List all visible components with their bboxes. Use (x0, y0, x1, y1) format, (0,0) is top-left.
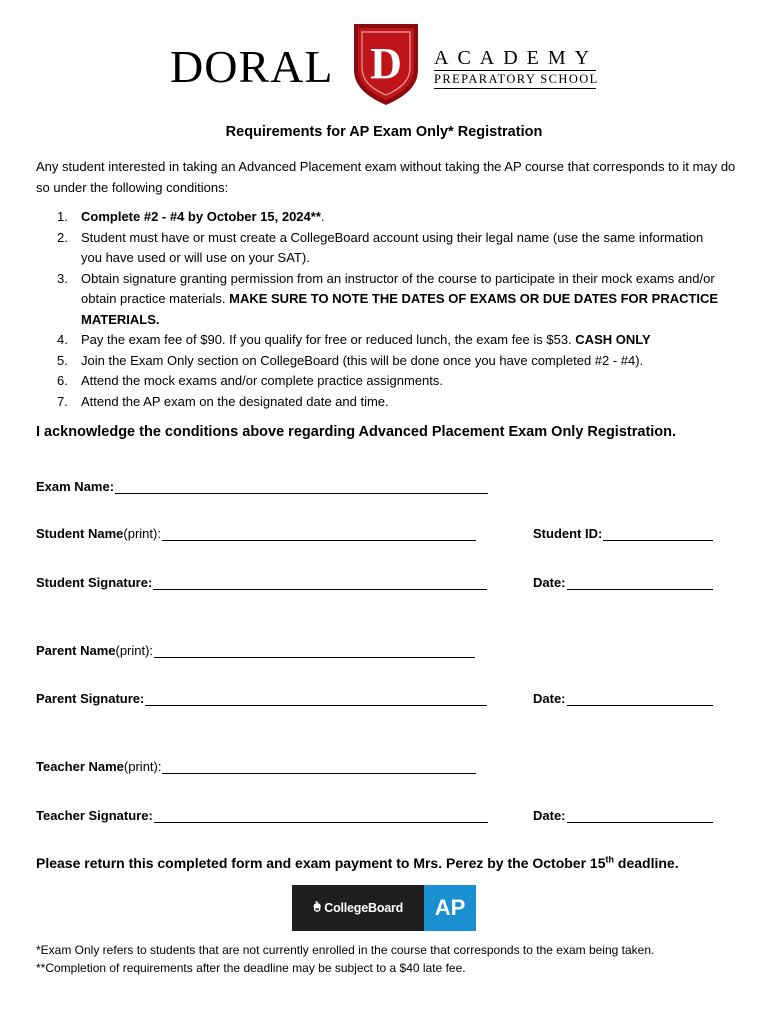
teacher-signature-line[interactable] (154, 808, 488, 823)
parent-name-line[interactable] (154, 643, 475, 658)
date-label: Date: (533, 808, 566, 823)
return-notice-tail: deadline. (614, 855, 679, 871)
student-name-label: Student Name (36, 526, 124, 541)
student-name-line[interactable] (162, 526, 476, 541)
logo-subtitle: PREPARATORY SCHOOL (434, 72, 599, 86)
list-number: 5. (57, 352, 68, 368)
print-suffix: (print): (123, 526, 161, 541)
intro-paragraph: Any student interested in taking an Advanced Placement exam without taking the AP course that corresponds to it may do so under the following conditions: (36, 159, 736, 195)
footnote-exam-only: *Exam Only refers to students that are not currently enrolled in the course that corresponds to the exam being taken. (36, 943, 655, 957)
condition-tail: . (155, 311, 160, 327)
list-item (36, 330, 726, 351)
ap-text: AP (434, 895, 466, 920)
return-notice (36, 855, 756, 871)
parent-name-field[interactable] (36, 643, 475, 658)
date-label: Date: (533, 691, 566, 706)
condition-bold-text: MAKE SURE TO NOTE THE DATES OF EXAMS OR DUE DATES FOR PRACTICE MATERIALS (81, 291, 719, 327)
teacher-date-line[interactable] (567, 808, 713, 823)
condition-text: . (320, 209, 325, 224)
return-notice-text: Please return this completed form and exam payment to Mrs. Perez by the October 15 (36, 855, 606, 871)
condition-bold-text: Complete #2 - #4 by October 15, 2024** (81, 209, 321, 224)
student-id-label: Student ID: (533, 526, 603, 541)
student-signature-label: Student Signature: (36, 575, 153, 590)
collegeboard-panel (292, 885, 424, 931)
parent-signature-label: Parent Signature: (36, 691, 145, 706)
school-logo (170, 22, 610, 108)
list-item (36, 228, 726, 269)
exam-name-line[interactable] (115, 479, 488, 494)
footnote-late-fee: **Completion of requirements after the deadline may be subject to a $40 late fee. (36, 961, 466, 975)
list-item (36, 207, 726, 228)
exam-name-field[interactable] (36, 479, 488, 494)
teacher-name-line[interactable] (162, 759, 476, 774)
logo-divider (434, 88, 596, 89)
collegeboard-ap-logo (292, 885, 476, 931)
acorn-icon: 🌰︎ (312, 899, 322, 915)
logo-academy-text: ACADEMY (434, 47, 599, 69)
print-suffix: (print): (115, 643, 154, 658)
ap-panel (424, 885, 476, 931)
shield-letter: D (370, 39, 402, 88)
shield-icon (352, 22, 420, 106)
list-number: 4. (57, 332, 68, 347)
parent-date-line[interactable] (567, 691, 713, 706)
teacher-signature-field[interactable] (36, 808, 488, 823)
list-item (36, 351, 726, 372)
list-number: 6. (57, 373, 68, 388)
exam-name-label: Exam Name: (36, 479, 115, 494)
condition-text: Pay the exam fee of $90. If you qualify for free or reduced lunch, the exam fee is $53. (81, 332, 576, 347)
acknowledgement-heading: I acknowledge the conditions above regarding Advanced Placement Exam Only Registration. (36, 424, 677, 440)
list-number: 1. (57, 209, 68, 224)
collegeboard-text: CollegeBoard (324, 901, 404, 915)
teacher-date-field[interactable] (533, 808, 713, 823)
page-title: Requirements for AP Exam Only* Registration (225, 124, 543, 140)
student-name-field[interactable] (36, 526, 476, 541)
list-item (36, 392, 726, 413)
list-item (36, 371, 726, 392)
conditions-list (36, 207, 726, 412)
logo-doral-text: DORAL (170, 41, 334, 92)
logo-divider (434, 70, 596, 71)
list-number: 7. (57, 393, 68, 409)
parent-signature-line[interactable] (145, 691, 487, 706)
date-label: Date: (533, 575, 566, 590)
list-number: 3. (57, 270, 68, 286)
condition-text: Attend the mock exams and/or complete practice assignments. (81, 373, 444, 388)
teacher-name-field[interactable] (36, 759, 476, 774)
student-id-field[interactable] (533, 526, 713, 541)
condition-text: Join the Exam Only section on CollegeBoard (this will be done once you have completed #2 - #4). (81, 352, 644, 368)
condition-text: Attend the AP exam on the designated date and time. (81, 393, 389, 409)
ordinal-suffix: th (605, 854, 615, 865)
parent-date-field[interactable] (533, 691, 713, 706)
condition-bold-text: CASH ONLY (575, 332, 651, 347)
student-date-line[interactable] (567, 575, 713, 590)
list-number: 2. (57, 229, 68, 245)
student-date-field[interactable] (533, 575, 713, 590)
condition-text: Obtain signature granting permission from an instructor of the course to participate in their mock exams and/or obtain practice materials. (81, 270, 715, 306)
condition-text: Student must have or must create a CollegeBoard account using their legal name (use the same information you have used or will use on your SAT). (81, 229, 704, 265)
list-item (36, 269, 726, 331)
parent-signature-field[interactable] (36, 691, 487, 706)
parent-name-label: Parent Name (36, 643, 116, 658)
student-signature-field[interactable] (36, 575, 487, 590)
student-signature-line[interactable] (153, 575, 487, 590)
print-suffix: (print): (123, 759, 162, 774)
student-id-line[interactable] (603, 526, 713, 541)
teacher-signature-label: Teacher Signature: (36, 808, 153, 823)
teacher-name-label: Teacher Name (36, 759, 124, 774)
